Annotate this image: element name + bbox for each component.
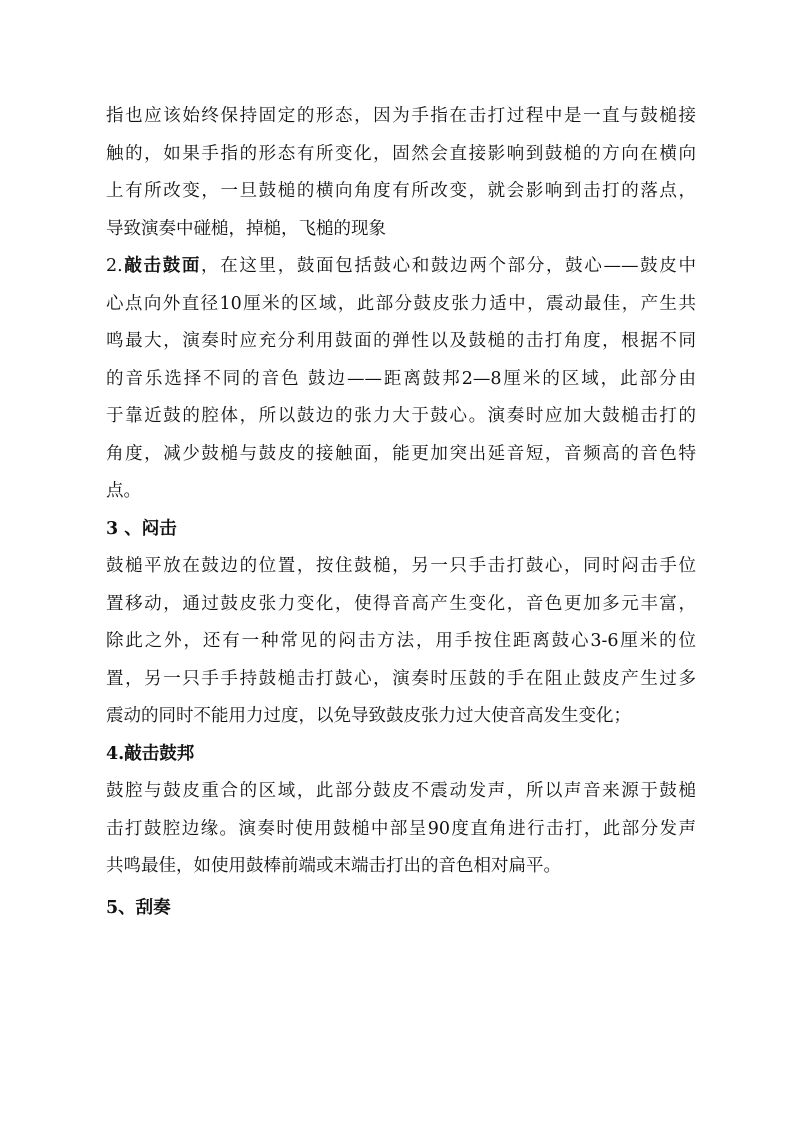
document-body	[106, 98, 696, 927]
paragraph-line: 置，另一只手手持鼓槌击打鼓心，演奏时压鼓的手在阻止鼓皮产生过多	[106, 668, 696, 689]
paragraph-line: 的音乐选择不同的音色 鼓边——距离鼓邦2—8厘米的区域，此部分由	[106, 368, 696, 389]
section-2-line-rest: ，在这里，鼓面包括鼓心和鼓边两个部分，鼓心——鼓皮中	[201, 256, 696, 276]
section-2-number: 2.	[106, 256, 123, 276]
paragraph-line: 鼓槌平放在鼓边的位置，按住鼓槌，另一只手击打鼓心，同时闷击手位	[106, 556, 696, 576]
section-4-heading: 4.敲击鼓邦	[106, 743, 195, 764]
paragraph-line: 震动的同时不能用力过度，以免导致鼓皮张力过大使音高发生变化；	[106, 706, 631, 726]
paragraph-line: 上有所改变，一旦鼓槌的横向角度有所改变，就会影响到击打的落点，	[106, 181, 696, 201]
paragraph-line: 除此之外，还有一种常见的闷击方法，用手按住距离鼓心3-6厘米的位	[106, 631, 696, 651]
paragraph-line: 导致演奏中碰槌，掉槌，飞槌的现象	[106, 218, 386, 239]
paragraph-line: 鸣最大，演奏时应充分利用鼓面的弹性以及鼓槌的击打角度，根据不同	[106, 331, 696, 351]
paragraph-line: 于靠近鼓的腔体，所以鼓边的张力大于鼓心。演奏时应加大鼓槌击打的	[106, 406, 696, 426]
section-2-heading: 敲击鼓面	[122, 256, 202, 276]
section-5-heading: 5、刮奏	[106, 897, 171, 918]
paragraph-line: 鼓腔与鼓皮重合的区域，此部分鼓皮不震动发声，所以声音来源于鼓槌	[106, 781, 696, 801]
paragraph-line: 共鸣最佳，如使用鼓棒前端或末端击打出的音色相对扁平。	[106, 856, 561, 876]
paragraph-line: 击打鼓腔边缘。演奏时使用鼓槌中部呈90度直角进行击打，此部分发声	[106, 818, 696, 839]
paragraph-line: 指也应该始终保持固定的形态，因为手指在击打过程中是一直与鼓槌接	[106, 106, 696, 126]
paragraph-line: 置移动，通过鼓皮张力变化，使得音高产生变化，音色更加多元丰富，	[106, 593, 696, 614]
section-2-first-line	[106, 248, 696, 286]
paragraph-line: 触的，如果手指的形态有所变化，固然会直接影响到鼓槌的方向在横向	[106, 143, 696, 164]
paragraph-line: 点。	[106, 481, 141, 501]
paragraph-line: 角度，减少鼓槌与鼓皮的接触面，能更加突出延音短，音频高的音色特	[106, 443, 696, 464]
section-3-heading: 3 、闷击	[106, 518, 177, 539]
paragraph-line: 心点向外直径10厘米的区域，此部分鼓皮张力适中，震动最佳，产生共	[106, 293, 696, 314]
